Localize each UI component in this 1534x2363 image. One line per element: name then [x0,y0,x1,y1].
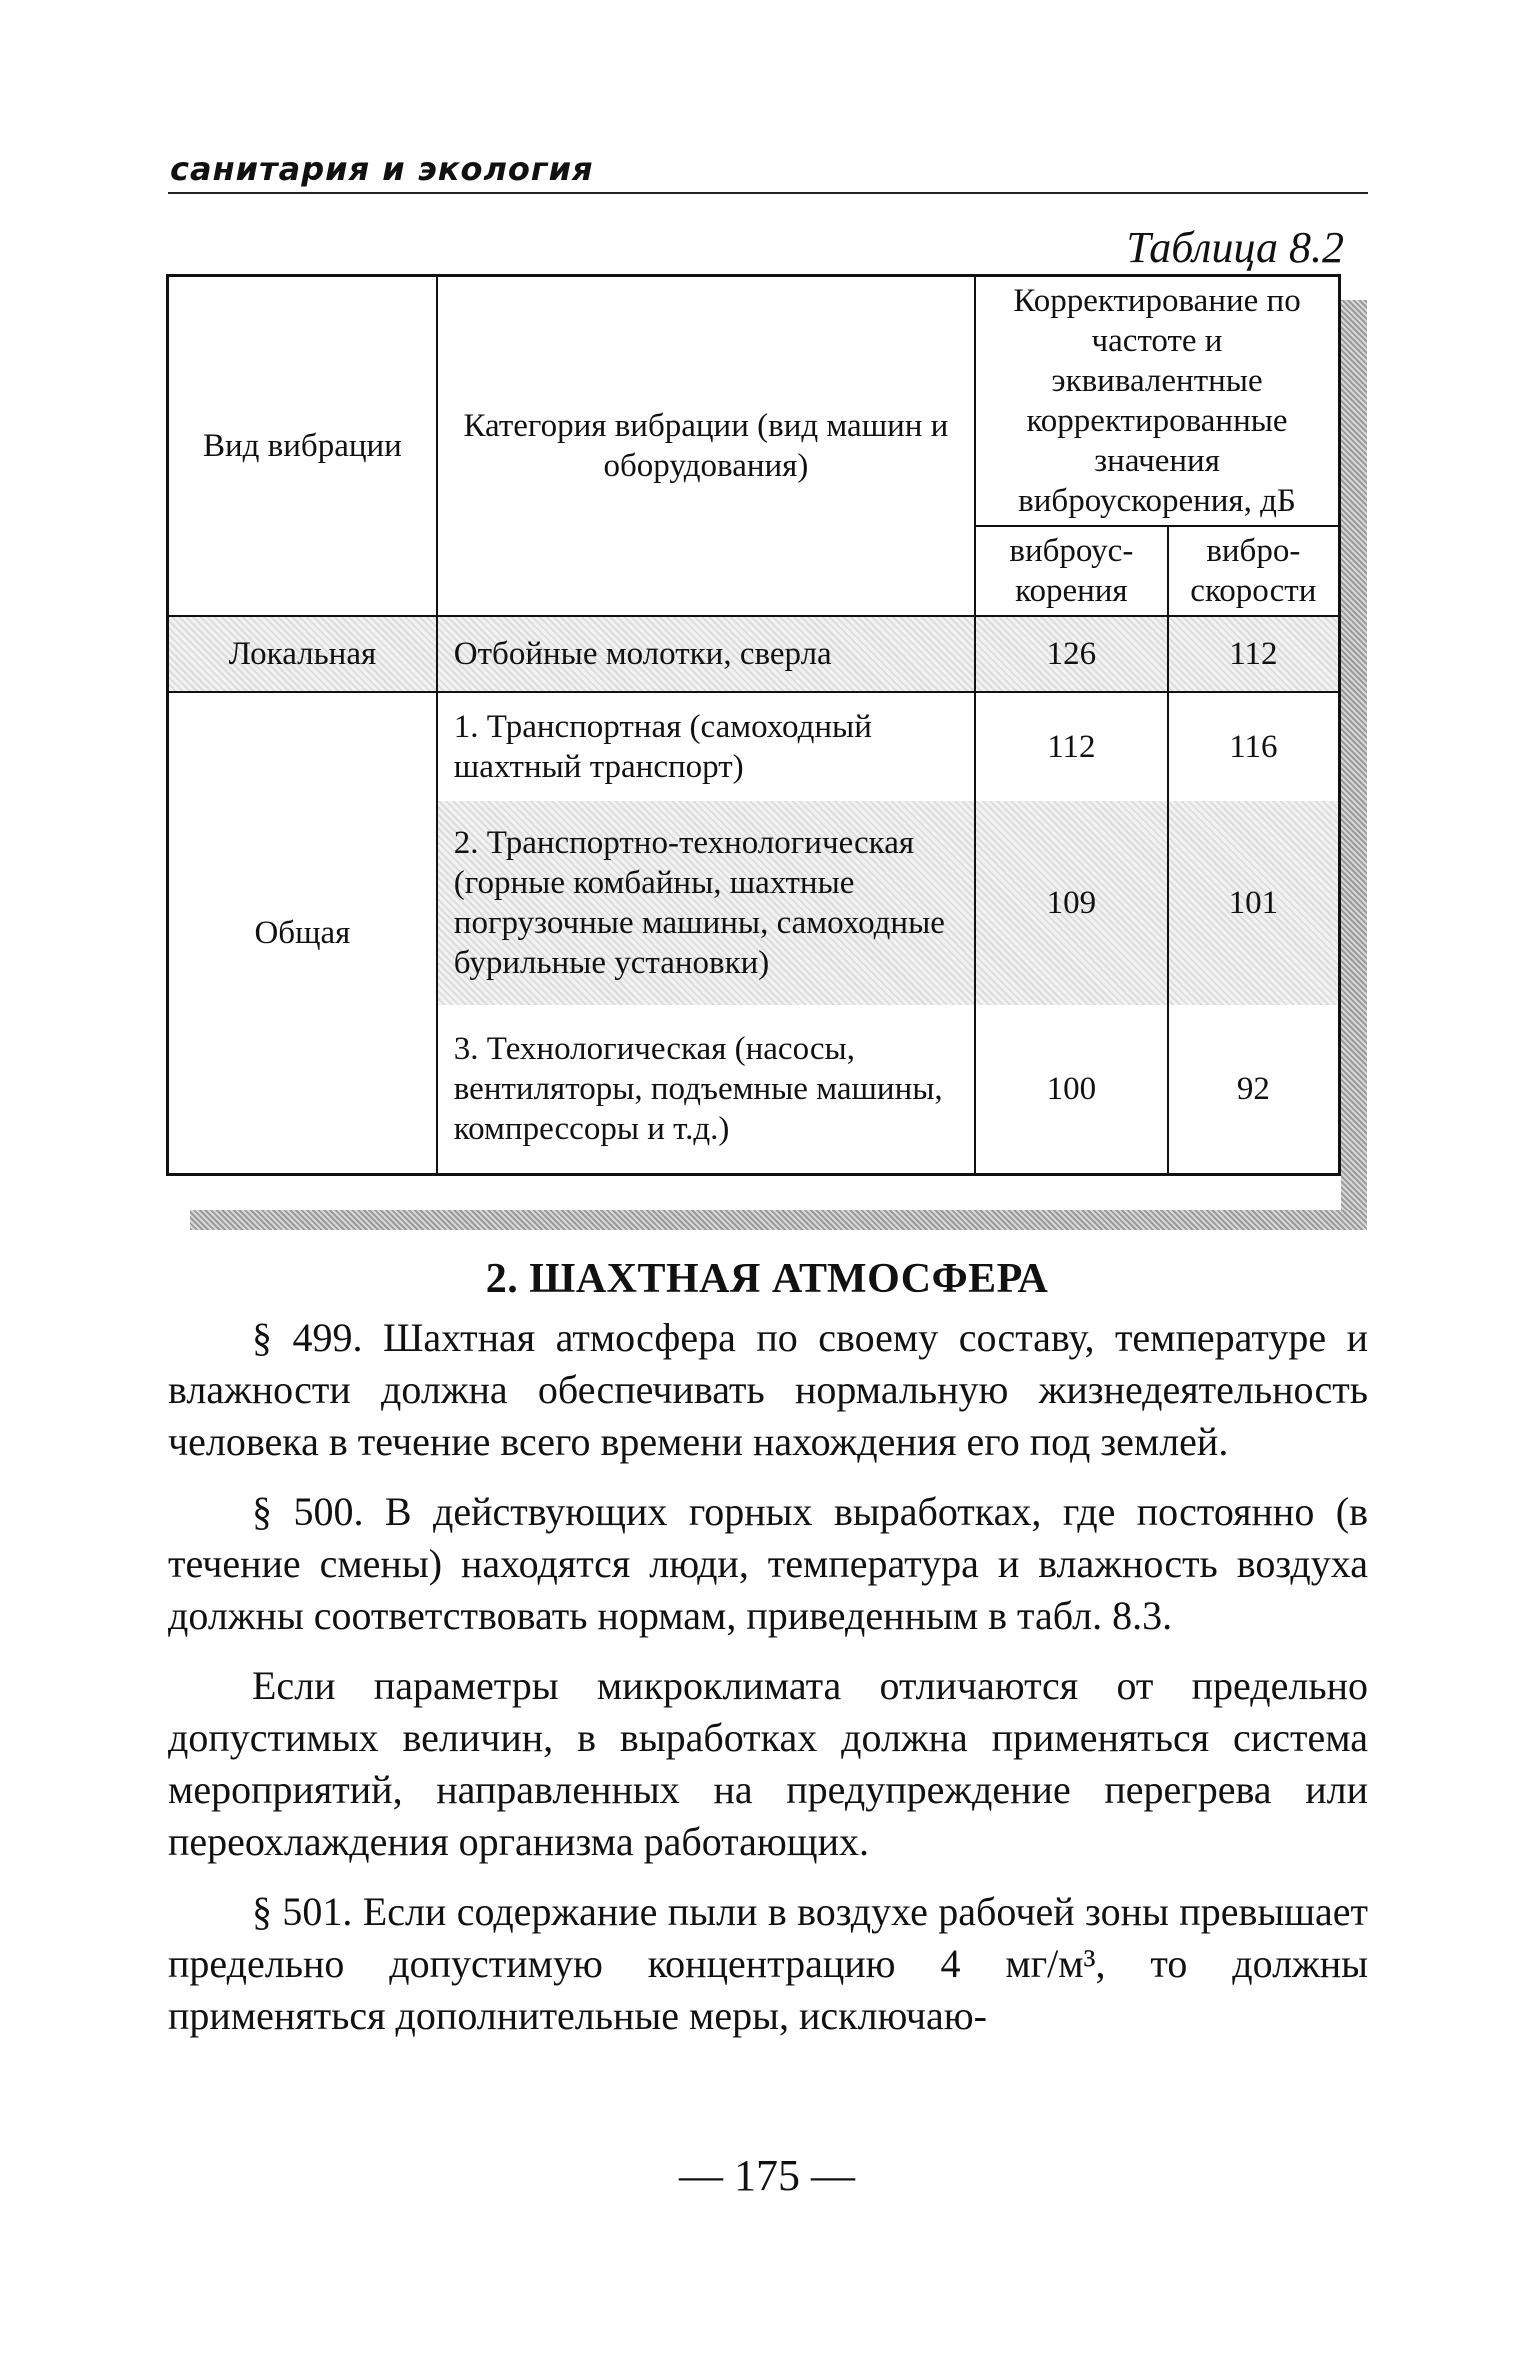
body-text [168,1312,1368,2060]
cell-type: Общая [168,692,437,1175]
table-shadow-bottom [190,1210,1367,1230]
cell-acceleration: 100 [975,1005,1168,1175]
header-acceleration: виброус-корения [975,526,1168,616]
cell-speed: 116 [1168,692,1340,801]
cell-speed: 112 [1168,616,1340,692]
cell-acceleration: 126 [975,616,1168,692]
paragraph-500: § 500. В действующих горных выработках, где постоянно (в течение смены) находятся люди, температура и влажность воздуха должны соответствовать нормам, приведенным в табл. 8.3. [168,1489,1368,1638]
header-vibration-category: Категория вибрации (вид машин и оборудования) [437,276,975,617]
table-row [168,616,1340,692]
cell-speed: 92 [1168,1005,1340,1175]
running-head: санитария и экология [170,150,594,188]
paragraph-501: § 501. Если содержание пыли в воздухе рабочей зоны превышает предельно допустимую концентрацию 4 мг/м³, то должны применяться дополнительные меры, исключаю- [168,1889,1368,2038]
cell-acceleration: 109 [975,801,1168,1005]
table-title: Таблица 8.2 [1126,223,1344,272]
vibration-table [166,274,1341,1176]
cell-category: 2. Транспортно-технологическая (горные комбайны, шахтные погрузочные машины, самоходные бурильные установки) [437,801,975,1005]
cell-acceleration: 112 [975,692,1168,801]
cell-category: Отбойные молотки, сверла [437,616,975,692]
cell-category: 3. Технологическая (насосы, вентиляторы, подъемные машины, компрессоры и т.д.) [437,1005,975,1175]
header-correction: Корректирование по частоте и эквивалентные корректированные значения виброускорения, дБ [975,276,1339,527]
page-number: — 175 — [679,2151,855,2200]
cell-type: Локальная [168,616,437,692]
paragraph-499: § 499. Шахтная атмосфера по своему составу, температуре и влажности должна обеспечивать нормальную жизнедеятельность человека в течение всего времени нахождения его под землей. [168,1315,1368,1464]
table-shadow-right [1341,300,1367,1228]
header-rule [168,192,1368,194]
table-row [168,692,1340,801]
header-speed: вибро-скорости [1168,526,1340,616]
section-heading: 2. ШАХТНАЯ АТМОСФЕРА [485,1256,1049,1302]
paragraph-microclimate: Если параметры микроклимата отличаются от предельно допустимых величин, в выработках должна применяться система мероприятий, направленных на предупреждение перегрева или переохлаждения организма работающих. [168,1663,1368,1864]
cell-speed: 101 [1168,801,1340,1005]
header-vibration-type: Вид вибрации [168,276,437,617]
cell-category: 1. Транспортная (самоходный шахтный транспорт) [437,692,975,801]
